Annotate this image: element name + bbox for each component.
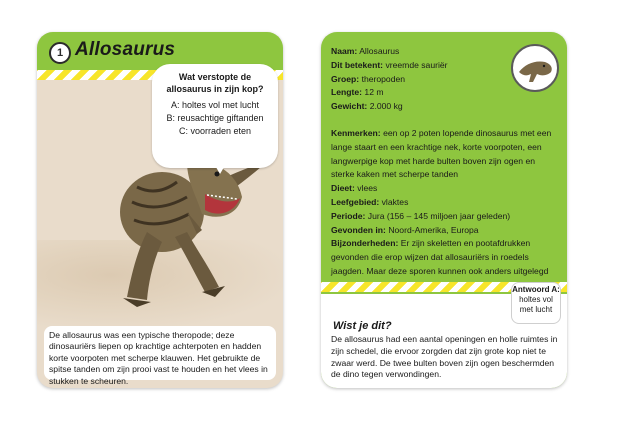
fact-length: Lengte: 12 m xyxy=(331,87,384,98)
answer-option-c: C: voorraden eten xyxy=(178,126,252,136)
fact-group: Groep: theropoden xyxy=(331,73,406,84)
answer-option-b: B: reusachtige giftanden xyxy=(166,113,264,123)
back-card xyxy=(321,32,567,388)
description-box: De allosaurus was een typische theropode; deze dinosauriërs liepen op krachtige achterpoten en hadden korte voorpoten met scherpe klauwen. Het gebruikte de spitse tanden om zijn prooi vast te houden en het vlees in stukken te scheuren. xyxy=(44,326,276,380)
answer-label: Antwoord A: xyxy=(512,285,560,294)
dinosaur-portrait-icon xyxy=(511,44,559,92)
fact-weight: Gewicht: 2.000 kg xyxy=(331,101,403,112)
question-bubble xyxy=(152,64,278,168)
front-card xyxy=(37,32,283,388)
facts-details xyxy=(331,127,559,306)
fact-diet: Dieet: vlees xyxy=(331,183,378,194)
answer-text: holtes vol met lucht xyxy=(519,295,553,314)
fact-features: Kenmerken: een op 2 poten lopende dinosaurus met een lange staart en een krachtige nek, korte voorpoten, een langwerpige kop met harde bulten boven zijn ogen en sterke kaken met scherpe tanden xyxy=(331,128,552,180)
bubble-tail xyxy=(213,162,227,174)
answer-box xyxy=(511,282,561,324)
card-title: Allosaurus xyxy=(75,39,176,60)
fact-found-in: Gevonden in: Noord-Amerika, Europa xyxy=(331,224,479,235)
card-number: 1 xyxy=(49,42,71,64)
fact-special: Bijzonderheden: Er zijn skeletten en pootafdrukken gevonden die erop wijzen dat allosauriërs in roedels jaagden. Maar deze sporen kunnen ook anders uitgelegd xyxy=(331,238,549,276)
wist-text: De allosaurus had een aantal openingen en holle ruimtes in zijn schedel, die ervoor zorgden dat zijn grote kop niet te zwaar werd. De twee bulten boven zijn ogen beschermden de dino tegen verwondingen. xyxy=(331,334,558,380)
fact-meaning: Dit betekent: vreemde sauriër xyxy=(331,59,448,70)
fact-period: Periode: Jura (156 – 145 miljoen jaar geleden) xyxy=(331,210,511,221)
facts-list xyxy=(331,45,507,114)
fact-habitat: Leefgebied: vlaktes xyxy=(331,196,409,207)
wist-title: Wist je dit? xyxy=(333,320,392,332)
answer-option-a: A: holtes vol met lucht xyxy=(170,100,260,110)
fact-name: Naam: Allosaurus xyxy=(331,46,400,56)
question-text: Wat verstopte de allosaurus in zijn kop? xyxy=(166,72,264,94)
